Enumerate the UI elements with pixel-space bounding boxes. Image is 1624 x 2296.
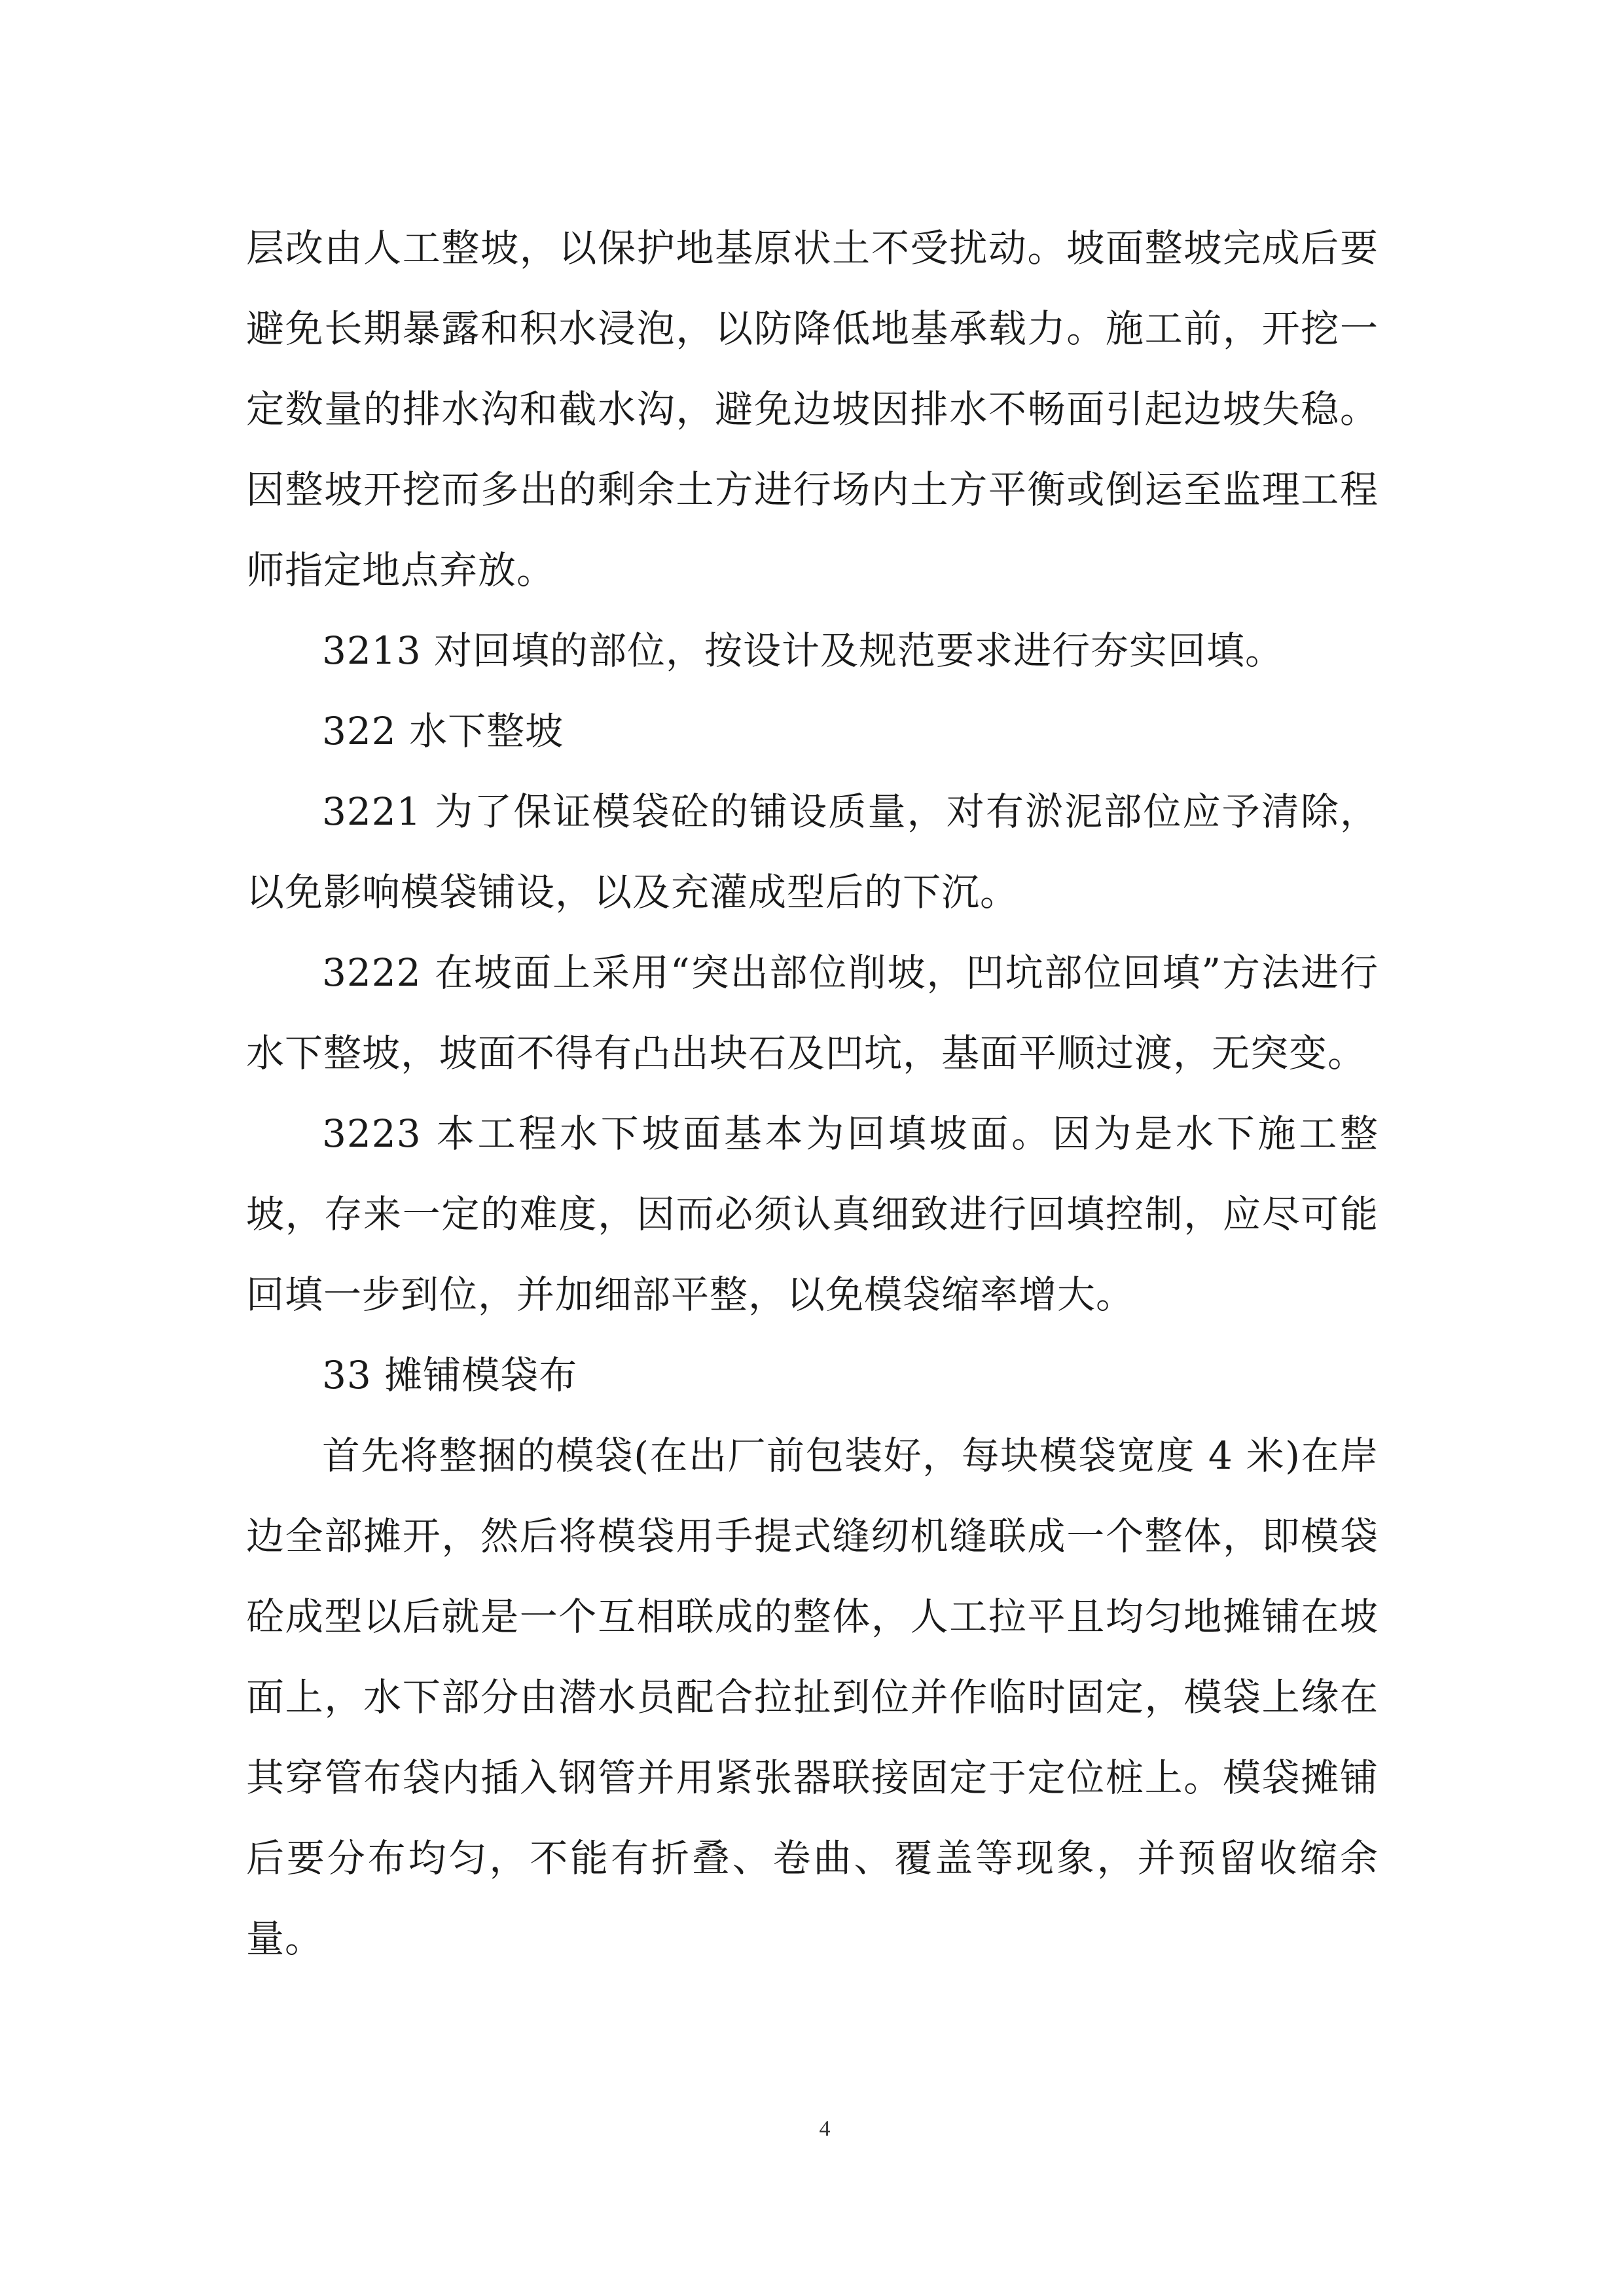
paragraph-mold-bag-laying: 首先将整捆的模袋(在出厂前包装好，每块模袋宽度 4 米)在岸边全部摊开，然后将模袋用手提式缝纫机缝联成一个整体，即模袋砼成型以后就是一个互相联成的整体，人工拉平且均匀地摊铺在坡面上，水下部分由潜水员配合拉扯到位并作临时固定，模袋上缘在其穿管布袋内插入钢管并用紧张器联接固定于定位桩上。模袋摊铺后要分布均匀，不能有折叠、卷曲、覆盖等现象，并预留收缩余量。: [246, 1433, 1379, 1961]
paragraph-3223: 3223 本工程水下坡面基本为回填坡面。因为是水下施工整坡，存来一定的难度，因而必须认真细致进行回填控制，应尽可能回填一步到位，并加细部平整，以免模袋缩率增大。: [246, 1111, 1379, 1317]
section-heading-33: 33 摊铺模袋布: [322, 1353, 578, 1397]
section-heading-322: 322 水下整坡: [322, 709, 564, 753]
paragraph-3221: 3221 为了保证模袋砼的铺设质量，对有淤泥部位应予清除，以免影响模袋铺设，以及充灌成型后的下沉。: [246, 789, 1379, 914]
paragraph-continuation: 层改由人工整坡，以保护地基原状土不受扰动。坡面整坡完成后要避免长期暴露和积水浸泡，以防降低地基承载力。施工前，开挖一定数量的排水沟和截水沟，避免边坡因排水不畅面引起边坡失稳。因整坡开挖而多出的剩余土方进行场内土方平衡或倒运至监理工程师指定地点弃放。: [246, 226, 1379, 592]
page-number: 4: [819, 2117, 831, 2141]
document-body: [246, 208, 1379, 1979]
paragraph-3222: 3222 在坡面上采用“突出部位削坡，凹坑部位回填”方法进行水下整坡，坡面不得有凸出块石及凹坑，基面平顺过渡，无突变。: [246, 950, 1379, 1075]
paragraph-3213: 3213 对回填的部位，按设计及规范要求进行夯实回填。: [322, 628, 1284, 673]
